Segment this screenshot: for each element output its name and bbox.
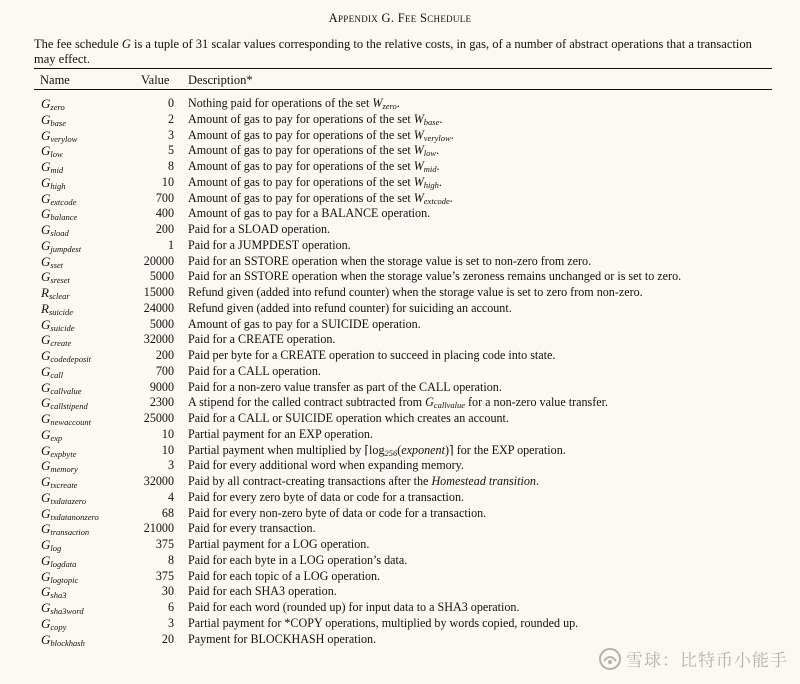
fee-value: 4 [167, 489, 174, 504]
description-text: . [438, 174, 442, 189]
fee-name [41, 317, 74, 333]
table-row [0, 142, 800, 158]
fee-name-subscript: create [50, 338, 72, 349]
fee-name-base: G [41, 426, 51, 442]
fee-name-subscript: sha3 [50, 590, 67, 601]
fee-name [41, 380, 82, 396]
fee-description [188, 317, 421, 332]
fee-name-subscript: logtopic [50, 574, 79, 585]
fee-name [41, 569, 78, 585]
description-text: Paid for a non-zero value transfer as part of the CALL operation. [188, 379, 502, 394]
description-math-subscript: callvalue [433, 400, 465, 411]
table-row [0, 158, 800, 174]
description-text: Paid for each topic of a LOG operation. [188, 568, 381, 583]
fee-name [41, 427, 62, 443]
fee-value: 25000 [143, 411, 174, 425]
fee-value: 8 [167, 159, 174, 173]
table-row [0, 300, 800, 316]
fee-name-subscript: mid [50, 165, 64, 175]
table-row [0, 205, 800, 221]
fee-value: 20000 [143, 253, 174, 268]
fee-description [188, 96, 400, 111]
fee-name [41, 159, 63, 175]
fee-name-base: G [41, 348, 51, 363]
fee-name-subscript: sload [50, 228, 69, 238]
table-row [0, 410, 800, 426]
table-header [0, 73, 800, 89]
fee-value: 700 [155, 363, 174, 378]
fee-description [188, 395, 608, 410]
fee-value: 5000 [149, 316, 174, 331]
fee-name [41, 96, 65, 112]
fee-name-subscript: transaction [50, 527, 90, 538]
fee-description [188, 427, 373, 442]
fee-name-base: G [41, 363, 51, 379]
fee-description [188, 474, 539, 489]
description-text: Paid for every additional word when expanding memory. [188, 458, 464, 473]
fee-name [41, 301, 73, 317]
fee-name [41, 506, 99, 522]
fee-name-subscript: newaccount [50, 417, 91, 427]
fee-name [41, 490, 86, 506]
fee-name [41, 112, 66, 128]
fee-name-base: G [41, 631, 51, 647]
fee-name-base: G [41, 584, 51, 600]
snowball-logo-icon [598, 647, 622, 671]
fee-name-subscript: callstipend [50, 401, 88, 412]
description-math-symbol: W [413, 111, 424, 126]
fee-name-subscript: balance [50, 212, 78, 223]
fee-value: 68 [161, 505, 174, 520]
fee-name [41, 143, 63, 159]
table-row [0, 253, 800, 269]
fee-value: 400 [155, 206, 174, 221]
fee-value: 3 [167, 458, 174, 473]
fee-description [188, 553, 407, 568]
fee-description [188, 616, 578, 631]
fee-description [188, 175, 442, 190]
description-math-symbol: W [413, 127, 424, 142]
fee-name-subscript: memory [50, 464, 78, 475]
table-row [0, 568, 800, 584]
description-text: . [450, 127, 454, 142]
description-text: Paid for each byte in a LOG operation’s data. [188, 552, 408, 567]
fee-name-base: R [41, 300, 49, 316]
description-text: . [396, 96, 400, 110]
description-math-symbol: W [413, 190, 424, 205]
fee-value: 700 [155, 190, 174, 205]
description-text: Amount of gas to pay for operations of the set [188, 111, 414, 126]
description-text: Paid for every non-zero byte of data or code for a transaction. [188, 505, 487, 520]
intro-paragraph [34, 37, 774, 67]
header-name: Name [40, 73, 70, 87]
table-row [0, 583, 800, 599]
fee-name-base: G [41, 600, 51, 615]
fee-description [188, 458, 464, 473]
fee-name-subscript: sset [50, 259, 64, 270]
fee-name-base: G [41, 332, 51, 348]
description-text: Paid for each SHA3 operation. [188, 584, 337, 599]
table-row [0, 174, 800, 190]
description-text: ( [397, 442, 402, 457]
fee-description [188, 506, 486, 521]
fee-description [188, 191, 453, 206]
fee-name-base: G [41, 395, 51, 411]
fee-description [188, 301, 512, 316]
fee-description [188, 569, 380, 584]
fee-name-subscript: zero [50, 102, 65, 112]
fee-name-base: G [41, 474, 51, 489]
fee-name-subscript: txcreate [50, 480, 78, 490]
description-text: Paid per byte for a CREATE operation to succeed in placing code into state. [188, 348, 556, 362]
fee-value: 8 [167, 552, 174, 567]
fee-description [188, 364, 321, 379]
fee-description [188, 600, 519, 615]
table-row [0, 615, 800, 631]
description-text: Paid for every zero byte of data or code for a transaction. [188, 489, 465, 504]
fee-value: 21000 [143, 521, 174, 536]
fee-value: 375 [155, 537, 174, 551]
fee-name [41, 222, 69, 238]
table-row [0, 631, 800, 647]
description-text: Paid for a CALL or SUICIDE operation which creates an account. [188, 411, 509, 425]
description-log-base: 256 [384, 447, 398, 458]
fee-name-subscript: logdata [50, 558, 77, 569]
fee-value: 32000 [143, 474, 174, 488]
description-math-subscript: mid [423, 164, 437, 174]
table-row [0, 505, 800, 521]
description-text: Paid for a JUMPDEST operation. [188, 237, 351, 252]
description-text: Amount of gas to pay for operations of the set [188, 174, 414, 189]
table-row [0, 379, 800, 395]
fee-name-subscript: log [50, 543, 62, 553]
fee-name-subscript: call [50, 369, 64, 380]
table-row [0, 111, 800, 127]
description-text: Paid for a CALL operation. [188, 363, 321, 378]
description-text: )⌉ for the EXP operation. [444, 442, 566, 457]
fee-value: 32000 [143, 332, 174, 347]
table-row [0, 221, 800, 237]
description-text: Partial payment for an EXP operation. [188, 426, 373, 441]
table-row [0, 489, 800, 505]
fee-name-subscript: sclear [48, 291, 70, 301]
fee-description [188, 285, 643, 300]
fee-name-base: G [41, 174, 51, 190]
description-math-symbol: G [425, 395, 434, 410]
description-text: Paid for each word (rounded up) for input data to a SHA3 operation. [188, 600, 520, 614]
fee-description [188, 159, 440, 174]
fee-value: 3 [167, 615, 174, 630]
fee-name-subscript: blockhash [50, 637, 85, 648]
fee-name-base: G [41, 143, 51, 159]
fee-value: 200 [155, 348, 174, 362]
fee-name [41, 632, 85, 648]
fee-name [41, 206, 77, 222]
fee-name-base: G [41, 237, 51, 253]
description-math-symbol: W [413, 159, 424, 173]
fee-name-base: G [41, 489, 51, 505]
appendix-title: Appendix G. Fee Schedule [328, 11, 472, 25]
description-math-symbol: W [372, 96, 383, 110]
description-text: Amount of gas to pay for operations of the set [188, 143, 414, 158]
fee-value: 2300 [149, 395, 174, 410]
intro-text-start: The fee schedule [34, 37, 122, 51]
fee-description [188, 269, 681, 284]
fee-name-subscript: sreset [50, 275, 70, 286]
fee-value: 375 [155, 568, 174, 583]
description-math-symbol: W [413, 174, 424, 189]
fee-name-subscript: verylow [50, 133, 78, 144]
fee-name-subscript: txdatazero [50, 495, 86, 506]
table-top-rule [34, 68, 772, 69]
header-description: Description* [188, 73, 253, 87]
table-row [0, 599, 800, 615]
fee-description [188, 143, 439, 158]
fee-description [188, 584, 337, 599]
description-text: Paid for an SSTORE operation when the storage value is set to non-zero from zero. [188, 253, 592, 268]
fee-description [188, 332, 335, 347]
fee-name-subscript: jumpdest [50, 243, 82, 254]
table-row [0, 347, 800, 363]
fee-name-subscript: sha3word [50, 606, 84, 616]
fee-value: 20 [161, 631, 174, 646]
table-row [0, 190, 800, 206]
fee-description [188, 238, 351, 253]
fee-value: 10 [161, 426, 174, 441]
fee-name-base: G [41, 411, 51, 426]
fee-name [41, 600, 84, 616]
table-row [0, 536, 800, 552]
description-math-symbol: W [413, 143, 424, 158]
fee-description [188, 112, 442, 127]
fee-description [188, 254, 591, 269]
fee-name-base: G [41, 442, 51, 458]
fee-value: 9000 [149, 379, 174, 394]
fee-name-base: G [41, 568, 51, 584]
fee-name-base: G [41, 316, 51, 332]
fee-value: 24000 [143, 300, 174, 315]
fee-value: 3 [167, 127, 174, 142]
fee-description [188, 537, 369, 552]
fee-name [41, 254, 63, 270]
description-text: Partial payment for *COPY operations, multiplied by words copied, rounded up. [188, 615, 579, 630]
fee-value: 6 [167, 600, 174, 614]
fee-description [188, 222, 330, 237]
fee-value: 5000 [149, 269, 174, 284]
description-math-subscript: high [423, 179, 439, 190]
fee-name [41, 395, 88, 411]
table-row [0, 442, 800, 458]
description-text: Paid by all contract-creating transactions after the [188, 474, 432, 488]
fee-name [41, 332, 71, 348]
fee-description [188, 348, 555, 363]
fee-name-subscript: expbyte [50, 448, 77, 459]
fee-name-base: R [41, 285, 49, 300]
description-italic-text: exponent [401, 442, 445, 457]
fee-name-subscript: base [50, 117, 66, 128]
fee-description [188, 128, 454, 143]
fee-name-base: G [41, 615, 51, 631]
fee-name-subscript: copy [50, 621, 67, 632]
description-text: . [439, 111, 443, 126]
fee-name [41, 238, 81, 254]
fee-table-body [0, 95, 800, 646]
description-text: . [436, 159, 440, 173]
fee-name-subscript: callvalue [50, 385, 82, 396]
table-row [0, 394, 800, 410]
description-text: Amount of gas to pay for a BALANCE operation. [188, 206, 431, 221]
description-italic-text: Homestead transition [431, 474, 536, 488]
fee-name-subscript: txdatanonzero [50, 511, 99, 522]
fee-name-subscript: exp [50, 432, 63, 443]
description-math-subscript: zero [382, 101, 397, 111]
table-row [0, 363, 800, 379]
description-text: . [535, 474, 539, 488]
fee-name-base: G [41, 253, 51, 269]
description-text: Paid for a CREATE operation. [188, 332, 336, 347]
table-row [0, 237, 800, 253]
fee-description [188, 521, 316, 536]
description-text: Partial payment when multiplied by ⌈log [188, 442, 385, 457]
description-text: . [449, 190, 453, 205]
description-text: Partial payment for a LOG operation. [188, 537, 370, 551]
fee-description [188, 206, 430, 221]
fee-description [188, 380, 502, 395]
fee-name-base: G [41, 552, 51, 568]
fee-name-subscript: suicide [50, 322, 75, 333]
fee-name-base: G [41, 96, 51, 111]
table-row [0, 316, 800, 332]
description-text: . [436, 143, 440, 158]
description-text: Paid for every transaction. [188, 521, 316, 536]
description-text: Refund given (added into refund counter) when the storage value is set to zero from non-zero. [188, 285, 643, 299]
fee-name [41, 443, 76, 459]
description-text: Amount of gas to pay for a SUICIDE operation. [188, 316, 421, 331]
table-row [0, 552, 800, 568]
description-text: Paid for an SSTORE operation when the storage value’s zeroness remains unchanged or is set to zero. [188, 269, 682, 284]
fee-name-subscript: codedeposit [50, 354, 91, 364]
watermark-text: 雪球：比特币小能手 [626, 651, 788, 671]
fee-name-base: G [41, 505, 51, 521]
fee-name [41, 348, 91, 364]
table-row [0, 473, 800, 489]
fee-name [41, 521, 89, 537]
fee-name-base: G [41, 458, 51, 474]
description-text: A stipend for the called contract subtracted from [188, 395, 426, 410]
fee-name-base: G [41, 127, 51, 143]
description-math-subscript: low [423, 148, 437, 159]
description-text: Payment for BLOCKHASH operation. [188, 631, 377, 646]
fee-name [41, 175, 66, 191]
fee-name-base: G [41, 269, 51, 285]
description-text: Paid for a SLOAD operation. [188, 222, 331, 236]
description-text: Nothing paid for operations of the set [188, 96, 373, 110]
fee-value: 2 [167, 111, 174, 126]
description-math-subscript: extcode [423, 195, 450, 206]
fee-value: 5 [167, 143, 174, 158]
fee-name-subscript: suicide [48, 306, 74, 317]
fee-name-base: G [41, 222, 51, 237]
description-text: Amount of gas to pay for operations of the set [188, 159, 414, 173]
fee-description [188, 490, 464, 505]
fee-description [188, 632, 376, 647]
fee-name [41, 285, 70, 301]
table-header-rule [34, 89, 772, 90]
fee-name [41, 474, 77, 490]
table-row [0, 520, 800, 536]
table-row [0, 284, 800, 300]
fee-name [41, 364, 63, 380]
table-row [0, 457, 800, 473]
table-row [0, 95, 800, 111]
table-row [0, 331, 800, 347]
fee-value: 15000 [143, 285, 174, 299]
fee-description [188, 443, 566, 458]
fee-name [41, 128, 77, 144]
fee-name [41, 616, 66, 632]
fee-name-base: G [41, 190, 51, 206]
fee-name-base: G [41, 379, 51, 395]
fee-value: 200 [155, 222, 174, 236]
fee-name-base: G [41, 111, 51, 127]
description-text: Refund given (added into refund counter) for suiciding an account. [188, 300, 512, 315]
watermark [598, 646, 788, 671]
fee-name [41, 458, 78, 474]
fee-name [41, 269, 70, 285]
fee-name-subscript: low [50, 149, 63, 160]
fee-value: 30 [161, 584, 174, 599]
intro-symbol: G [121, 37, 131, 51]
fee-name [41, 553, 76, 569]
fee-name [41, 411, 91, 427]
fee-name-base: G [41, 537, 51, 552]
intro-text-end: is a tuple of 31 scalar values corresponding to the relative costs, in gas, of a number of abstract operations that a transaction may effect. [34, 37, 752, 66]
fee-value: 10 [161, 174, 174, 189]
fee-name [41, 537, 61, 553]
description-text: Amount of gas to pay for operations of the set [188, 127, 414, 142]
fee-name-base: G [41, 159, 51, 174]
fee-name-subscript: high [50, 180, 66, 191]
table-row [0, 127, 800, 143]
fee-value: 1 [167, 237, 174, 252]
fee-name-base: G [41, 521, 51, 537]
fee-description [188, 411, 509, 426]
description-math-subscript: verylow [423, 132, 451, 143]
description-math-subscript: base [423, 116, 440, 127]
fee-name-base: G [41, 206, 51, 222]
description-text: for a non-zero value transfer. [464, 395, 609, 410]
fee-name [41, 584, 66, 600]
description-text: Amount of gas to pay for operations of the set [188, 190, 414, 205]
fee-value: 0 [167, 96, 174, 110]
header-value: Value [141, 73, 170, 87]
fee-name-subscript: extcode [50, 196, 77, 207]
table-row [0, 426, 800, 442]
fee-value: 10 [161, 442, 174, 457]
fee-name [41, 191, 76, 207]
table-row [0, 268, 800, 284]
